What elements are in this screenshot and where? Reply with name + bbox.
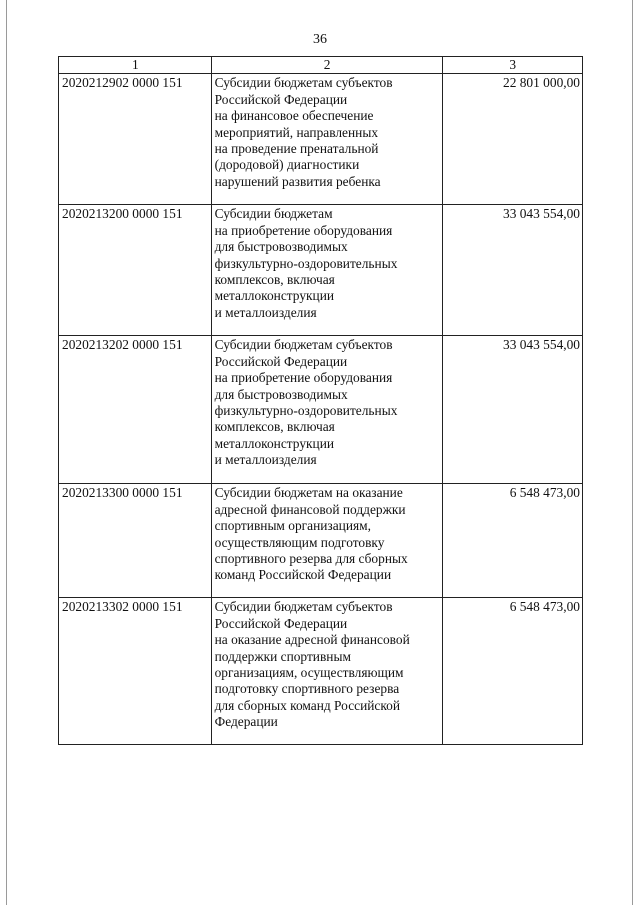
- budget-code-cell: 2020213300 0000 151: [59, 484, 212, 598]
- amount-cell: 6 548 473,00: [442, 484, 582, 598]
- amount-cell: 33 043 554,00: [442, 336, 582, 484]
- budget-code-cell: 2020213302 0000 151: [59, 598, 212, 745]
- column-header-1: 1: [59, 57, 212, 74]
- column-header-2: 2: [211, 57, 442, 74]
- column-header-3: 3: [442, 57, 582, 74]
- amount-cell: 6 548 473,00: [442, 598, 582, 745]
- revenue-name-cell: Субсидии бюджетам субъектов Российской Федерации на оказание адресной финансовой поддержки спортивным организациям, осуществляющим подготовку спортивного резерва для сборных команд Российской Федерации: [211, 598, 442, 745]
- table-row: [59, 74, 583, 205]
- amount-cell: 33 043 554,00: [442, 205, 582, 336]
- scan-edge-left: [6, 0, 7, 905]
- table-row: [59, 336, 583, 484]
- page-number: 36: [313, 32, 327, 47]
- revenue-name-cell: Субсидии бюджетам на оказание адресной финансовой поддержки спортивным организациям, осуществляющим подготовку спортивного резерва для сборных команд Российской Федерации: [211, 484, 442, 598]
- scan-edge-right: [632, 0, 633, 905]
- amount-cell: 22 801 000,00: [442, 74, 582, 205]
- table-row: [59, 205, 583, 336]
- table-header-row: [59, 57, 583, 74]
- revenue-name-cell: Субсидии бюджетам субъектов Российской Федерации на приобретение оборудования для быстровозводимых физкультурно-оздоровительных комплексов, включая металлоконструкции и металлоизделия: [211, 336, 442, 484]
- budget-code-cell: 2020213202 0000 151: [59, 336, 212, 484]
- revenue-name-cell: Субсидии бюджетам субъектов Российской Федерации на финансовое обеспечение мероприятий, направленных на проведение пренатальной (дородовой) диагностики нарушений развития ребенка: [211, 74, 442, 205]
- table-row: [59, 598, 583, 745]
- budget-code-cell: 2020212902 0000 151: [59, 74, 212, 205]
- table-row: [59, 484, 583, 598]
- budget-code-cell: 2020213200 0000 151: [59, 205, 212, 336]
- revenue-name-cell: Субсидии бюджетам на приобретение оборудования для быстровозводимых физкультурно-оздоровительных комплексов, включая металлоконструкции и металлоизделия: [211, 205, 442, 336]
- budget-revenue-table: [58, 56, 583, 745]
